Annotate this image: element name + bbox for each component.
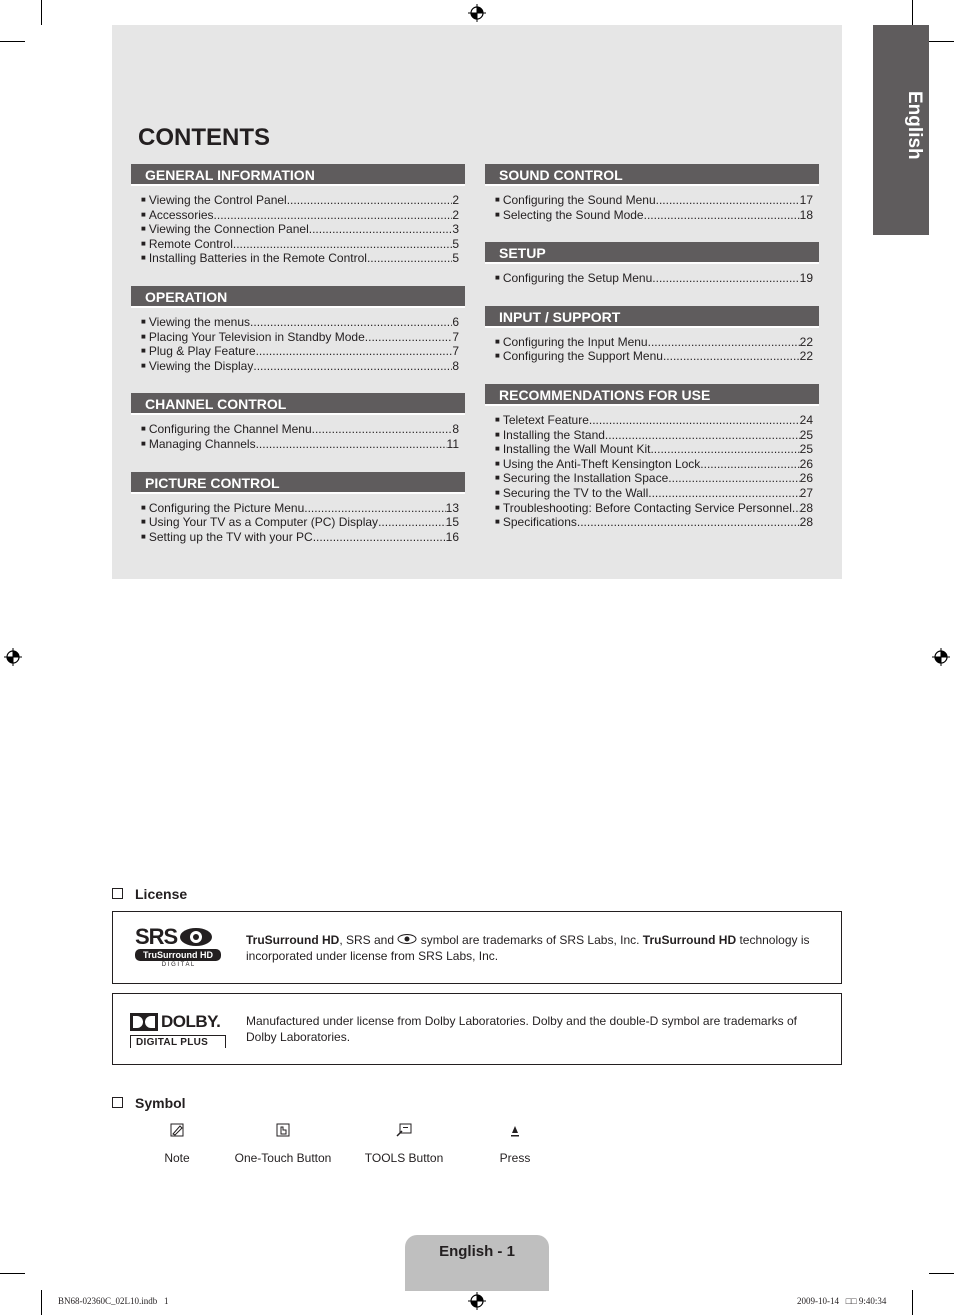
- toc-item-label: Remote Control: [148, 236, 233, 251]
- toc-leader-dots: [792, 501, 800, 516]
- toc-section-header: INPUT / SUPPORT: [485, 306, 819, 328]
- toc-item-page: 6: [452, 314, 459, 329]
- toc-item-page: 22: [799, 349, 813, 364]
- symbol-tools: [355, 1123, 453, 1165]
- crop-mark: [912, 0, 913, 25]
- square-bullet-icon: ■: [495, 517, 500, 527]
- srs-text: symbol are trademarks of SRS Labs, Inc.: [417, 933, 643, 947]
- toc-item[interactable]: [495, 349, 813, 364]
- toc-leader-dots: [589, 413, 800, 428]
- toc-item[interactable]: [495, 428, 813, 443]
- toc-item[interactable]: [141, 222, 459, 237]
- toc-item[interactable]: [141, 208, 459, 223]
- toc-item-page: 8: [452, 358, 459, 373]
- srs-text: , SRS and: [339, 933, 398, 947]
- toc-item[interactable]: [495, 471, 813, 486]
- symbol-label: One-Touch Button: [234, 1151, 332, 1165]
- toc-leader-dots: [650, 442, 799, 457]
- square-bullet-icon: ■: [141, 195, 146, 204]
- toc-item[interactable]: [141, 251, 459, 266]
- toc-item-label: Placing Your Television in Standby Mode: [148, 329, 365, 344]
- toc-item-label: Teletext Feature: [502, 412, 589, 427]
- toc-item-label: Configuring the Setup Menu: [502, 271, 653, 286]
- toc-item[interactable]: [141, 344, 459, 359]
- toc-item-page: 28: [799, 515, 813, 530]
- toc-leader-dots: [304, 501, 445, 516]
- registration-mark-icon: [468, 4, 486, 22]
- toc-item-label: Viewing the Connection Panel: [148, 222, 309, 237]
- crop-mark: [41, 1290, 42, 1315]
- crop-mark: [0, 1273, 25, 1274]
- toc-item[interactable]: [141, 315, 459, 330]
- toc-item-label: Accessories: [148, 207, 214, 222]
- square-bullet-icon: ■: [141, 502, 146, 512]
- dolby-license-box: [112, 993, 842, 1065]
- dolby-license-text: Manufactured under license from Dolby Laboratories. Dolby and the double-D symbol are trademarks of Dolby Laboratories.: [246, 1014, 797, 1044]
- toc-item[interactable]: [141, 437, 459, 452]
- toc-item-label: Managing Channels: [148, 436, 256, 451]
- square-bullet-icon: ■: [141, 331, 146, 341]
- toc-leader-dots: [313, 530, 446, 545]
- square-bullet-icon: ■: [141, 531, 146, 541]
- toc-item-label: Selecting the Sound Mode: [502, 207, 644, 222]
- toc-list: [485, 406, 819, 530]
- symbol-heading: [112, 1095, 186, 1111]
- toc-leader-dots: [309, 222, 453, 237]
- toc-item[interactable]: [495, 193, 813, 208]
- toc-item-label: Configuring the Picture Menu: [148, 500, 305, 515]
- note-icon: [170, 1123, 184, 1137]
- toc-item-label: Specifications: [502, 515, 577, 530]
- square-bullet-icon: ■: [495, 351, 500, 361]
- crop-mark: [912, 1290, 913, 1315]
- language-side-tab: [873, 25, 929, 235]
- toc-item-page: 5: [452, 236, 459, 251]
- checkbox-bullet-icon: [112, 888, 123, 899]
- square-bullet-icon: ■: [495, 273, 500, 283]
- toc-section-header: SETUP: [485, 242, 819, 264]
- toc-leader-dots: [656, 193, 800, 208]
- toc-item-page: 2: [452, 207, 459, 222]
- toc-item-page: 8: [452, 422, 459, 437]
- square-bullet-icon: ■: [495, 487, 500, 497]
- toc-item[interactable]: [141, 530, 459, 545]
- square-bullet-icon: ■: [495, 473, 500, 483]
- toc-item[interactable]: [141, 359, 459, 374]
- toc-leader-dots: [367, 251, 452, 266]
- srs-symbol-icon: [179, 927, 213, 947]
- toc-item-page: 18: [799, 207, 813, 222]
- toc-list: [131, 308, 465, 373]
- page-number-tab: [405, 1235, 549, 1291]
- symbol-label: Note: [164, 1151, 190, 1165]
- toc-item-page: 28: [799, 500, 813, 515]
- license-heading-text: License: [135, 886, 188, 902]
- toc-item-label: Plug & Play Feature: [148, 344, 256, 359]
- toc-section: [131, 164, 465, 266]
- print-datetime: 2009-10-14 □□ 9:40:34: [797, 1296, 887, 1306]
- toc-leader-dots: [648, 335, 800, 350]
- checkbox-bullet-icon: [112, 1097, 123, 1108]
- toc-item-page: 24: [799, 412, 813, 427]
- toc-list: [485, 264, 819, 286]
- toc-item-page: 16: [445, 529, 459, 544]
- toc-leader-dots: [652, 271, 799, 286]
- square-bullet-icon: ■: [141, 360, 146, 370]
- toc-item-label: Viewing the Display: [148, 358, 254, 373]
- toc-leader-dots: [256, 344, 453, 359]
- square-bullet-icon: ■: [141, 438, 146, 448]
- square-bullet-icon: ■: [141, 224, 146, 234]
- toc-item[interactable]: [495, 413, 813, 428]
- toc-leader-dots: [668, 471, 799, 486]
- toc-item-page: 25: [799, 442, 813, 457]
- srs-logo-sub: TruSurround HD: [135, 949, 221, 961]
- registration-mark-icon: [932, 648, 950, 666]
- toc-item-label: Installing the Wall Mount Kit: [502, 442, 651, 457]
- toc-item-page: 17: [799, 193, 813, 207]
- square-bullet-icon: ■: [141, 346, 146, 356]
- press-icon: [510, 1123, 520, 1137]
- language-side-tab-label: English: [904, 91, 925, 160]
- toc-item-page: 5: [452, 251, 459, 266]
- toc-item-page: 26: [799, 471, 813, 486]
- toc-item[interactable]: [141, 422, 459, 437]
- toc-section: [131, 393, 465, 451]
- toc-item[interactable]: [495, 208, 813, 223]
- toc-leader-dots: [648, 486, 799, 501]
- symbol-heading-text: Symbol: [135, 1095, 186, 1111]
- toc-leader-dots: [700, 457, 799, 472]
- square-bullet-icon: ■: [141, 316, 146, 326]
- toc-section: [131, 472, 465, 545]
- toc-item[interactable]: [141, 193, 459, 208]
- toc-item-page: 13: [445, 500, 459, 515]
- toc-item-label: Viewing the menus: [148, 314, 251, 329]
- toc-leader-dots: [214, 208, 453, 223]
- toc-section-header: OPERATION: [131, 286, 465, 308]
- toc-section: [485, 242, 819, 286]
- toc-list: [485, 328, 819, 364]
- dolby-logo-text: DOLBY.: [161, 1012, 221, 1031]
- crop-mark: [929, 1273, 954, 1274]
- toc-item-page: 22: [799, 334, 813, 349]
- toc-item-label: Installing Batteries in the Remote Control: [148, 251, 367, 266]
- toc-leader-dots: [312, 422, 453, 437]
- srs-license-box: [112, 911, 842, 984]
- toc-item[interactable]: [495, 501, 813, 516]
- toc-column-left: [131, 164, 465, 544]
- toc-section-header: CHANNEL CONTROL: [131, 393, 465, 415]
- srs-inline-symbol-icon: [397, 934, 417, 944]
- toc-leader-dots: [365, 330, 453, 345]
- license-heading: [112, 886, 187, 902]
- toc-item[interactable]: [141, 237, 459, 252]
- srs-license-text: [246, 933, 826, 964]
- toc-item-label: Configuring the Channel Menu: [148, 422, 312, 437]
- toc-item[interactable]: [495, 486, 813, 501]
- toc-leader-dots: [663, 349, 800, 364]
- toc-list: [131, 415, 465, 451]
- toc-item-label: Viewing the Control Panel: [148, 193, 287, 207]
- crop-mark: [0, 41, 25, 42]
- toc-leader-dots: [253, 359, 452, 374]
- toc-section: [485, 164, 819, 222]
- toc-item-label: Setting up the TV with your PC: [148, 529, 313, 544]
- dolby-logo-sub: DIGITAL PLUS: [130, 1035, 226, 1048]
- srs-logo-text: SRS: [135, 924, 178, 949]
- toc-section: [131, 286, 465, 373]
- toc-section-header: SOUND CONTROL: [485, 164, 819, 186]
- crop-mark: [41, 0, 42, 25]
- symbol-label: TOOLS Button: [364, 1151, 444, 1165]
- toc-item[interactable]: [495, 271, 813, 286]
- square-bullet-icon: ■: [495, 209, 500, 219]
- toc-item-page: 25: [799, 427, 813, 442]
- toc-item-page: 2: [452, 193, 459, 207]
- toc-item[interactable]: [495, 457, 813, 472]
- srs-logo-digital: D I G I T A L: [161, 962, 195, 968]
- toc-item-label: Using Your TV as a Computer (PC) Display: [148, 515, 379, 530]
- square-bullet-icon: ■: [495, 414, 500, 424]
- toc-leader-dots: [378, 515, 446, 530]
- toc-item-label: Configuring the Input Menu: [502, 334, 648, 349]
- toc-section-header: PICTURE CONTROL: [131, 472, 465, 494]
- toc-item[interactable]: [495, 335, 813, 350]
- toc-item-page: 7: [452, 344, 459, 359]
- toc-item-page: 7: [452, 329, 459, 344]
- symbol-one-touch: [228, 1123, 338, 1165]
- square-bullet-icon: ■: [495, 502, 500, 512]
- square-bullet-icon: ■: [141, 238, 146, 248]
- toc-item-page: 11: [446, 436, 459, 451]
- toc-item[interactable]: [141, 515, 459, 530]
- contents-title: CONTENTS: [138, 124, 270, 151]
- toc-item-page: 15: [445, 515, 459, 530]
- symbol-label: Press: [499, 1151, 531, 1165]
- symbol-press: [490, 1123, 540, 1165]
- tools-icon: [396, 1123, 412, 1137]
- toc-item-page: 27: [799, 485, 813, 500]
- toc-item-page: 26: [799, 456, 813, 471]
- toc-list: [485, 186, 819, 222]
- registration-mark-icon: [468, 1292, 486, 1310]
- toc-item-label: Installing the Stand: [502, 427, 605, 442]
- toc-list: [131, 186, 465, 266]
- square-bullet-icon: ■: [495, 458, 500, 468]
- square-bullet-icon: ■: [141, 209, 146, 219]
- crop-mark: [929, 41, 954, 42]
- toc-section: [485, 384, 819, 530]
- print-file-info: BN68-02360C_02L10.indb 1: [58, 1296, 169, 1306]
- toc-item[interactable]: [141, 330, 459, 345]
- dolby-logo: [130, 1012, 230, 1048]
- symbol-note: [146, 1123, 208, 1165]
- toc-item[interactable]: [495, 515, 813, 530]
- srs-logo: [135, 926, 225, 970]
- square-bullet-icon: ■: [495, 336, 500, 346]
- toc-column-right: [485, 164, 819, 530]
- toc-section-header: RECOMMENDATIONS FOR USE: [485, 384, 819, 406]
- toc-leader-dots: [233, 237, 452, 252]
- toc-item-label: Securing the Installation Space: [502, 471, 669, 486]
- square-bullet-icon: ■: [141, 253, 146, 263]
- toc-leader-dots: [250, 315, 452, 330]
- srs-text: technology is incorporated under license from SRS Labs, Inc.: [246, 933, 810, 963]
- toc-item-label: Configuring the Support Menu: [502, 349, 663, 364]
- toc-section: [485, 306, 819, 364]
- toc-leader-dots: [644, 208, 800, 223]
- square-bullet-icon: ■: [495, 444, 500, 454]
- toc-item-label: Troubleshooting: Before Contacting Service Personnel: [502, 500, 792, 515]
- square-bullet-icon: ■: [495, 429, 500, 439]
- square-bullet-icon: ■: [495, 195, 500, 204]
- toc-leader-dots: [256, 437, 447, 452]
- toc-section-header: GENERAL INFORMATION: [131, 164, 465, 186]
- square-bullet-icon: ■: [141, 424, 146, 434]
- toc-item-label: Using the Anti-Theft Kensington Lock: [502, 456, 701, 471]
- toc-item[interactable]: [141, 501, 459, 516]
- page-number: English - 1: [439, 1243, 515, 1260]
- toc-list: [131, 494, 465, 545]
- toc-item-page: 19: [799, 271, 813, 286]
- toc-item-page: 3: [452, 222, 459, 237]
- one-touch-icon: [276, 1123, 290, 1137]
- square-bullet-icon: ■: [141, 517, 146, 527]
- srs-brand: TruSurround HD: [642, 933, 737, 947]
- toc-item-label: Securing the TV to the Wall: [502, 485, 649, 500]
- toc-item-label: Configuring the Sound Menu: [502, 193, 656, 207]
- srs-brand: TruSurround HD: [246, 933, 340, 947]
- dolby-double-d-icon: [130, 1013, 158, 1031]
- toc-leader-dots: [287, 193, 453, 208]
- registration-mark-icon: [4, 648, 22, 666]
- toc-item[interactable]: [495, 442, 813, 457]
- toc-leader-dots: [577, 515, 800, 530]
- toc-leader-dots: [605, 428, 800, 443]
